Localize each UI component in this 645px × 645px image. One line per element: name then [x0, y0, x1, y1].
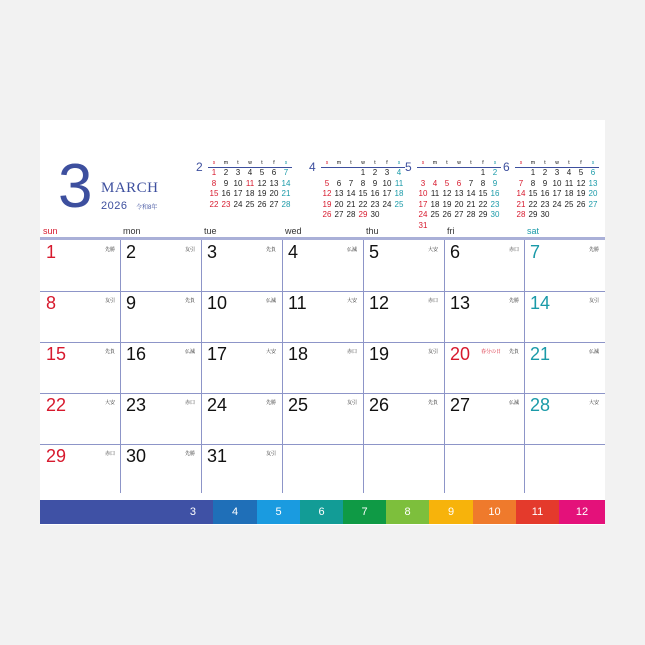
rokuyo-label: 赤口: [104, 451, 115, 457]
mini-day: 25: [430, 210, 440, 219]
day-number: 24: [207, 395, 228, 415]
day-number: 15: [46, 344, 67, 364]
day-cell: [282, 393, 363, 443]
mini-day: 22: [478, 199, 488, 209]
mini-day: 11: [564, 178, 574, 188]
mini-weekday: t: [374, 160, 376, 166]
mini-month-number: 4: [309, 160, 316, 174]
mini-day: 3: [420, 178, 426, 188]
day-number: 28: [530, 395, 551, 415]
mini-day: 15: [478, 189, 488, 198]
mini-day: 8: [211, 178, 217, 188]
mini-month-number: 5: [405, 160, 412, 174]
mini-calendar-5: [405, 160, 501, 230]
mini-day: 6: [336, 178, 342, 188]
rokuyo-label: 大安: [104, 400, 115, 406]
mini-day: 16: [540, 189, 550, 198]
mini-weekday-row: [208, 160, 292, 168]
mini-day: 4: [247, 168, 253, 177]
rokuyo-label: 大安: [265, 349, 276, 355]
day-cell: [282, 342, 363, 392]
mini-day: 14: [346, 189, 356, 198]
mini-day: 23: [490, 199, 500, 209]
month-name: MARCH: [101, 180, 159, 196]
mini-day: 22: [528, 199, 538, 209]
mini-day: 24: [382, 199, 392, 209]
rokuyo-label: 友引: [346, 400, 357, 406]
day-number: 17: [207, 344, 228, 364]
rokuyo-label: 大安: [427, 247, 438, 253]
day-number: 27: [450, 395, 471, 415]
weekday-label: sun: [43, 226, 58, 236]
month-tab-3[interactable]: 3: [40, 500, 213, 524]
day-number: 6: [450, 242, 461, 262]
mini-day: 12: [322, 189, 332, 198]
mini-day: 25: [564, 199, 574, 209]
day-cell: [282, 240, 363, 290]
rokuyo-label: 先勝: [184, 451, 195, 457]
month-tab-10[interactable]: 10: [473, 500, 516, 524]
day-number: 9: [126, 293, 137, 313]
mini-day: 20: [454, 199, 464, 209]
mini-day: 21: [281, 189, 291, 198]
mini-day: 25: [394, 199, 404, 209]
day-number: 5: [369, 242, 380, 262]
day-cell: [40, 444, 121, 494]
mini-day: 6: [590, 168, 596, 177]
mini-day: 15: [209, 189, 219, 198]
mini-day: 27: [454, 210, 464, 219]
mini-day: 21: [466, 199, 476, 209]
mini-weekday: w: [555, 160, 559, 166]
day-cell: [201, 291, 282, 341]
mini-day: 2: [492, 168, 498, 177]
rokuyo-label: 友引: [184, 247, 195, 253]
mini-grid: [321, 160, 405, 221]
mini-day: 8: [480, 178, 486, 188]
day-number: 22: [46, 395, 67, 415]
mini-day: 21: [346, 199, 356, 209]
weekday-header: [40, 224, 605, 238]
mini-weekday: t: [470, 160, 472, 166]
mini-day: 15: [528, 189, 538, 198]
rokuyo-label: 仏滅: [588, 349, 599, 355]
mini-day: 9: [492, 178, 498, 188]
day-number: 30: [126, 446, 147, 466]
day-cell: [363, 342, 444, 392]
mini-blank: [345, 168, 357, 179]
day-cell: [40, 393, 121, 443]
day-number: 13: [450, 293, 471, 313]
mini-day: 12: [442, 189, 452, 198]
mini-day: 10: [418, 189, 428, 198]
mini-day: 30: [490, 210, 500, 219]
rokuyo-label: 大安: [346, 298, 357, 304]
mini-days: [515, 168, 599, 221]
day-cell: [444, 240, 525, 290]
mini-day: 3: [554, 168, 560, 177]
mini-day: 17: [552, 189, 562, 198]
day-number: 7: [530, 242, 541, 262]
mini-day: 29: [478, 210, 488, 219]
mini-day: 1: [360, 168, 366, 177]
mini-weekday: s: [325, 160, 329, 166]
day-number: 8: [46, 293, 57, 313]
rokuyo-label: 先勝: [588, 247, 599, 253]
mini-day: 16: [370, 189, 380, 198]
mini-day: 30: [370, 210, 380, 219]
rokuyo-label: 赤口: [427, 298, 438, 304]
mini-grid: [208, 160, 292, 210]
mini-day: 13: [269, 178, 279, 188]
mini-day: 14: [516, 189, 526, 198]
day-cell: [201, 393, 282, 443]
day-cell: [40, 240, 121, 290]
mini-day: 5: [444, 178, 450, 188]
rokuyo-label: 仏滅: [184, 349, 195, 355]
rokuyo-label: 友引: [265, 451, 276, 457]
mini-day: 14: [281, 178, 291, 188]
mini-day: 19: [442, 199, 452, 209]
mini-day: 10: [233, 178, 243, 188]
mini-day: 20: [334, 199, 344, 209]
mini-day: 5: [578, 168, 584, 177]
mini-blank: [417, 168, 429, 179]
mini-weekday-row: [515, 160, 599, 168]
day-number: 11: [288, 293, 307, 313]
weekday-label: fri: [447, 226, 455, 236]
mini-day: 18: [564, 189, 574, 198]
day-cell: [444, 342, 525, 392]
mini-day: 23: [370, 199, 380, 209]
mini-day: 27: [334, 210, 344, 219]
mini-weekday: s: [397, 160, 401, 166]
rokuyo-label: 先負: [104, 349, 115, 355]
rokuyo-label: 先負: [427, 400, 438, 406]
mini-day: 4: [566, 168, 572, 177]
day-cell: [120, 444, 201, 494]
mini-day: 1: [480, 168, 486, 177]
mini-day: 12: [576, 178, 586, 188]
mini-weekday: t: [568, 160, 570, 166]
mini-day: 20: [588, 189, 598, 198]
weekday-label: mon: [123, 226, 141, 236]
mini-weekday: m: [336, 160, 342, 166]
month-tabs: [40, 500, 605, 524]
mini-weekday: f: [482, 160, 484, 166]
rokuyo-label: 先負: [184, 298, 195, 304]
mini-blank: [321, 168, 333, 179]
mini-day: 22: [358, 199, 368, 209]
month-tab-12[interactable]: 12: [559, 500, 605, 524]
mini-calendar-2: [196, 160, 292, 220]
month-tab-7[interactable]: 7: [343, 500, 386, 524]
mini-day: 9: [372, 178, 378, 188]
weekday-label: sat: [527, 226, 540, 236]
mini-days: [321, 168, 405, 221]
month-tab-9[interactable]: 9: [429, 500, 473, 524]
rokuyo-label: 仏滅: [346, 247, 357, 253]
mini-day: 26: [576, 199, 586, 209]
mini-day: 6: [271, 168, 277, 177]
month-tab-11[interactable]: 11: [516, 500, 559, 524]
mini-weekday: f: [273, 160, 275, 166]
mini-day: 4: [396, 168, 402, 177]
rokuyo-label: 先勝: [508, 298, 519, 304]
day-cell: [40, 342, 121, 392]
mini-day: 18: [245, 189, 255, 198]
day-number: 19: [369, 344, 390, 364]
mini-day: 23: [221, 199, 231, 209]
day-cell: [40, 291, 121, 341]
mini-day: 1: [530, 168, 536, 177]
mini-weekday: w: [457, 160, 461, 166]
mini-grid: [417, 160, 501, 231]
mini-weekday: s: [519, 160, 523, 166]
mini-day: 7: [348, 178, 354, 188]
mini-day: 12: [257, 178, 267, 188]
day-cell: [201, 444, 282, 494]
day-number: 21: [530, 344, 551, 364]
mini-day: 13: [588, 178, 598, 188]
mini-day: 17: [233, 189, 243, 198]
mini-day: 13: [334, 189, 344, 198]
mini-day: 6: [456, 178, 462, 188]
mini-day: 28: [281, 199, 291, 209]
mini-day: 10: [382, 178, 392, 188]
mini-weekday: t: [350, 160, 352, 166]
rokuyo-label: 先負: [265, 247, 276, 253]
mini-day: 26: [322, 210, 332, 219]
mini-calendar-6: [503, 160, 599, 220]
mini-weekday: s: [493, 160, 497, 166]
mini-day: 27: [269, 199, 279, 209]
mini-day: 15: [358, 189, 368, 198]
mini-day: 28: [516, 210, 526, 219]
mini-blank: [441, 168, 453, 179]
mini-day: 5: [259, 168, 265, 177]
mini-weekday: f: [580, 160, 582, 166]
mini-day: 24: [418, 210, 428, 219]
mini-blank: [515, 168, 527, 179]
day-number: 12: [369, 293, 390, 313]
mini-calendar-4: [309, 160, 405, 220]
mini-weekday: s: [284, 160, 288, 166]
mini-blank: [465, 168, 477, 179]
mini-day: 30: [540, 210, 550, 219]
mini-day: 4: [432, 178, 438, 188]
mini-day: 2: [372, 168, 378, 177]
day-number: 26: [369, 395, 390, 415]
rokuyo-label: 友引: [588, 298, 599, 304]
mini-day: 14: [466, 189, 476, 198]
mini-day: 16: [221, 189, 231, 198]
day-cell: [524, 393, 605, 443]
day-number: 3: [207, 242, 218, 262]
day-number: 18: [288, 344, 309, 364]
day-number: 4: [288, 242, 299, 262]
day-number: 31: [207, 446, 228, 466]
rokuyo-label: 先勝: [104, 247, 115, 253]
mini-day: 8: [360, 178, 366, 188]
month-tab-4[interactable]: 4: [213, 500, 257, 524]
rokuyo-label: 友引: [427, 349, 438, 355]
weekday-label: thu: [366, 226, 379, 236]
mini-day: 26: [257, 199, 267, 209]
mini-weekday: f: [386, 160, 388, 166]
mini-day: 11: [394, 178, 404, 188]
day-cell: [120, 393, 201, 443]
mini-day: 10: [552, 178, 562, 188]
mini-month-number: 2: [196, 160, 203, 174]
mini-weekday: s: [421, 160, 425, 166]
mini-day: 25: [245, 199, 255, 209]
day-number: 25: [288, 395, 309, 415]
day-cell: [201, 342, 282, 392]
year-label: 2026: [101, 200, 128, 212]
mini-day: 27: [588, 199, 598, 209]
mini-weekday: t: [446, 160, 448, 166]
mini-day: 26: [442, 210, 452, 219]
mini-day: 3: [384, 168, 390, 177]
mini-day: 11: [245, 178, 255, 188]
mini-day: 28: [466, 210, 476, 219]
mini-day: 17: [418, 199, 428, 209]
month-tab-5[interactable]: 5: [257, 500, 300, 524]
day-cell: [524, 291, 605, 341]
weekday-label: tue: [204, 226, 217, 236]
day-number: 29: [46, 446, 67, 466]
mini-day: 7: [283, 168, 289, 177]
mini-weekday: s: [212, 160, 216, 166]
mini-weekday: m: [223, 160, 229, 166]
mini-day: 20: [269, 189, 279, 198]
mini-day: 18: [430, 199, 440, 209]
mini-day: 24: [552, 199, 562, 209]
mini-days: [208, 168, 292, 210]
mini-weekday: m: [530, 160, 536, 166]
mini-weekday-row: [321, 160, 405, 168]
mini-blank: [333, 168, 345, 179]
mini-day: 17: [382, 189, 392, 198]
mini-day: 22: [209, 199, 219, 209]
mini-blank: [429, 168, 441, 179]
mini-weekday: t: [544, 160, 546, 166]
month-tab-8[interactable]: 8: [386, 500, 429, 524]
rokuyo-label: 赤口: [346, 349, 357, 355]
rokuyo-label: 大安: [588, 400, 599, 406]
mini-day: 18: [394, 189, 404, 198]
day-number: 10: [207, 293, 228, 313]
mini-day: 29: [528, 210, 538, 219]
day-cell: [363, 240, 444, 290]
day-number: 20: [450, 344, 471, 364]
day-number: 1: [46, 242, 57, 262]
mini-day: 23: [540, 199, 550, 209]
mini-day: 7: [518, 178, 524, 188]
mini-day: 8: [530, 178, 536, 188]
month-number: 3: [58, 152, 93, 221]
mini-day: 31: [418, 220, 428, 230]
mini-day: 2: [223, 168, 229, 177]
mini-day: 5: [324, 178, 330, 188]
day-cell: [363, 393, 444, 443]
day-number: 2: [126, 242, 137, 262]
mini-day: 11: [430, 189, 440, 198]
mini-weekday: t: [237, 160, 239, 166]
rokuyo-label: 赤口: [184, 400, 195, 406]
mini-day: 3: [235, 168, 241, 177]
mini-day: 19: [322, 199, 332, 209]
day-number: 23: [126, 395, 147, 415]
mini-day: 2: [542, 168, 548, 177]
day-cell: [282, 291, 363, 341]
mini-weekday-row: [417, 160, 501, 168]
rokuyo-label: 仏滅: [265, 298, 276, 304]
day-cell: [524, 342, 605, 392]
mini-weekday: w: [248, 160, 252, 166]
month-tab-6[interactable]: 6: [300, 500, 343, 524]
mini-day: 16: [490, 189, 500, 198]
day-number: 14: [530, 293, 551, 313]
rokuyo-label: 仏滅: [508, 400, 519, 406]
rokuyo-label: 友引: [104, 298, 115, 304]
day-cell: [444, 393, 525, 443]
mini-day: 13: [454, 189, 464, 198]
rokuyo-label: 先負: [508, 349, 519, 355]
era-label: 令和8年: [136, 205, 158, 211]
mini-day: 9: [542, 178, 548, 188]
mini-month-number: 6: [503, 160, 510, 174]
mini-day: 24: [233, 199, 243, 209]
mini-weekday: t: [261, 160, 263, 166]
mini-day: 9: [223, 178, 229, 188]
mini-day: 1: [211, 168, 217, 177]
day-cell: [120, 291, 201, 341]
mini-weekday: w: [361, 160, 365, 166]
mini-day: 19: [576, 189, 586, 198]
day-cell: [363, 291, 444, 341]
day-cell: [120, 240, 201, 290]
day-number: 16: [126, 344, 147, 364]
mini-blank: [453, 168, 465, 179]
mini-days: [417, 168, 501, 231]
day-cell: [201, 240, 282, 290]
day-cell: [524, 240, 605, 290]
rokuyo-label: 先勝: [265, 400, 276, 406]
holiday-name: 春分の日: [480, 349, 501, 355]
rokuyo-label: 赤口: [508, 247, 519, 253]
mini-day: 7: [468, 178, 474, 188]
mini-day: 28: [346, 210, 356, 219]
day-cell: [120, 342, 201, 392]
mini-day: 21: [516, 199, 526, 209]
mini-grid: [515, 160, 599, 221]
mini-day: 29: [358, 210, 368, 219]
weekday-label: wed: [285, 226, 302, 236]
mini-weekday: m: [432, 160, 438, 166]
mini-day: 19: [257, 189, 267, 198]
mini-weekday: s: [591, 160, 595, 166]
day-cell: [444, 291, 525, 341]
